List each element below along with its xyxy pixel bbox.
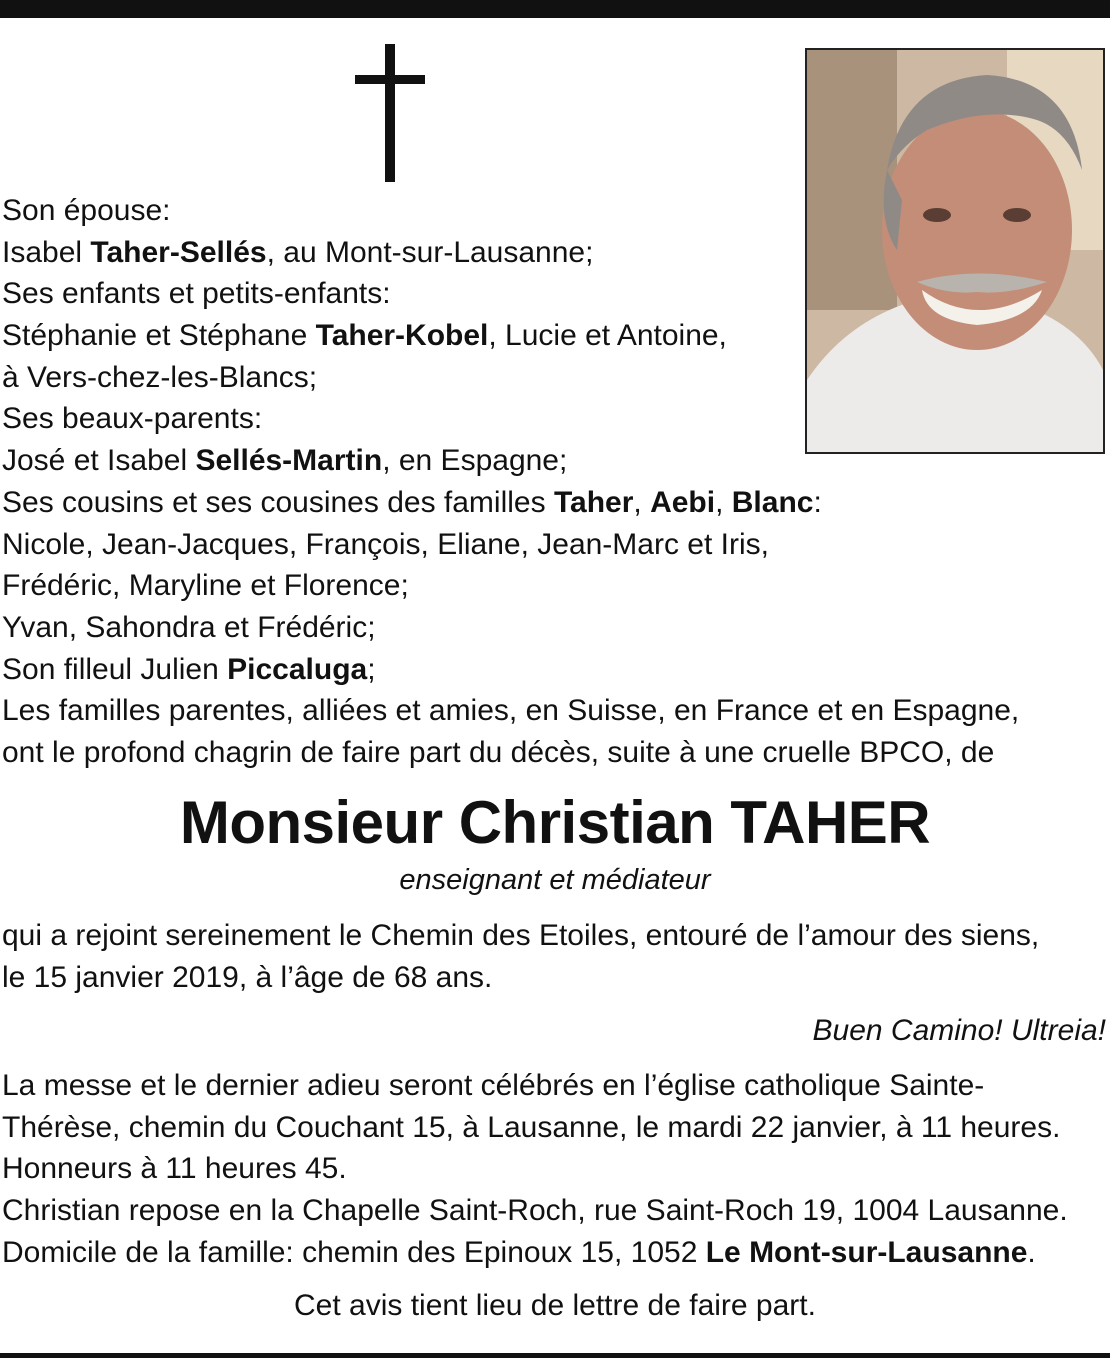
ceremony-line: Honneurs à 11 heures 45. <box>2 1152 347 1186</box>
family-line: Frédéric, Maryline et Florence; <box>2 569 409 603</box>
family-list <box>2 190 1108 774</box>
family-line: Yvan, Sahondra et Frédéric; <box>2 610 376 644</box>
cross-icon <box>355 44 425 182</box>
family-line: José et Isabel Sellés-Martin, en Espagne; <box>2 444 568 478</box>
deceased-role: enseignant et médiateur <box>399 864 711 896</box>
top-rule <box>0 0 1110 18</box>
ceremony-line: Christian repose en la Chapelle Saint-Roch, rue Saint-Roch 19, 1004 Lausanne. <box>2 1194 1068 1228</box>
ceremony-line: La messe et le dernier adieu seront célébrés en l’église catholique Sainte- <box>2 1069 985 1102</box>
motto: Buen Camino! Ultreia! <box>812 1014 1106 1047</box>
family-line: Les familles parentes, alliées et amies, en Suisse, en France et en Espagne, <box>2 694 1020 728</box>
family-line: Ses enfants et petits-enfants: <box>2 277 391 311</box>
ceremony-line: Domicile de la famille: chemin des Epinoux 15, 1052 Le Mont-sur-Lausanne. <box>2 1235 1036 1269</box>
family-line: à Vers-chez-les-Blancs; <box>2 360 318 394</box>
passing-line: le 15 janvier 2019, à l’âge de 68 ans. <box>2 960 493 994</box>
family-line: Nicole, Jean-Jacques, François, Eliane, Jean-Marc et Iris, <box>2 527 769 561</box>
passing-text <box>2 915 1108 998</box>
family-line: Stéphanie et Stéphane Taher-Kobel, Lucie et Antoine, <box>2 319 727 353</box>
family-line: ont le profond chagrin de faire part du décès, suite à une cruelle BPCO, de <box>2 735 995 769</box>
ceremony-text <box>2 1065 1108 1273</box>
family-line: Son épouse: <box>2 194 171 227</box>
family-line: Ses beaux-parents: <box>2 402 263 436</box>
deceased-name: Monsieur Christian TAHER <box>179 789 931 856</box>
bottom-rule <box>0 1353 1110 1358</box>
ceremony-line: Thérèse, chemin du Couchant 15, à Lausanne, le mardi 22 janvier, à 11 heures. <box>2 1110 1061 1144</box>
footer-note: Cet avis tient lieu de lettre de faire part. <box>294 1289 816 1322</box>
family-line: Son filleul Julien Piccaluga; <box>2 652 376 686</box>
family-line: Ses cousins et ses cousines des familles Taher, Aebi, Blanc: <box>2 485 822 519</box>
family-line: Isabel Taher-Sellés, au Mont-sur-Lausanne; <box>2 235 594 269</box>
passing-line: qui a rejoint sereinement le Chemin des Etoiles, entouré de l’amour des siens, <box>2 919 1040 952</box>
